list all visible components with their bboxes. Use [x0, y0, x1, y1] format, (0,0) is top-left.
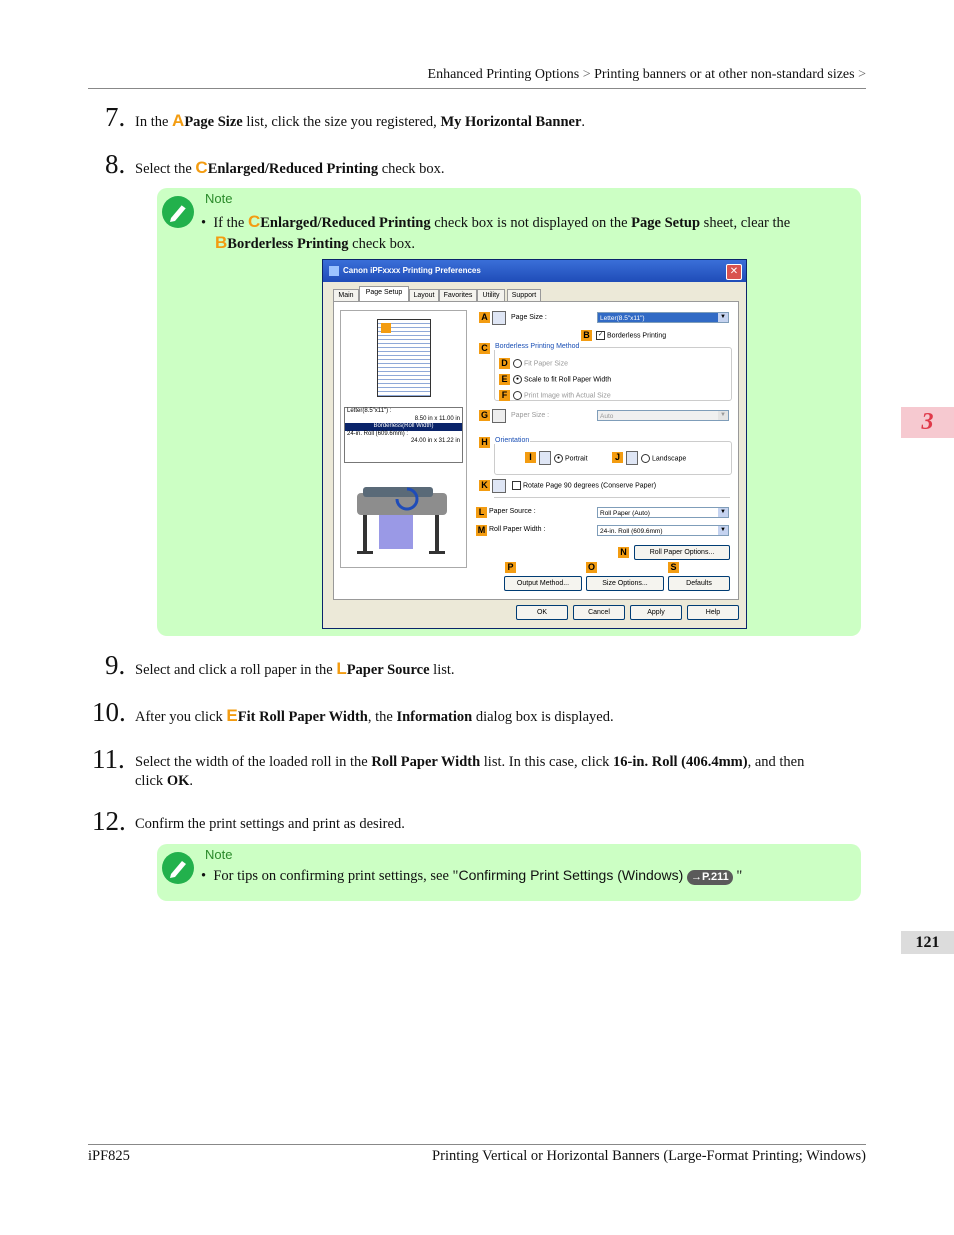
orientation-title: Orientation: [495, 437, 530, 444]
actual-size-radio[interactable]: Print Image with Actual Size: [513, 391, 611, 400]
key-label: A: [172, 111, 185, 130]
roll-paper-options-button[interactable]: Roll Paper Options...: [634, 545, 730, 560]
page-size-select[interactable]: Letter(8.5"x11") ▼: [597, 312, 729, 323]
size-options-button[interactable]: Size Options...: [586, 576, 664, 591]
cancel-button[interactable]: Cancel: [573, 605, 625, 620]
rotate-page-checkbox[interactable]: Rotate Page 90 degrees (Conserve Paper): [512, 481, 656, 490]
note-label: Note: [205, 191, 233, 206]
breadcrumb-item[interactable]: Enhanced Printing Options: [427, 67, 580, 82]
output-method-button[interactable]: Output Method...: [504, 576, 582, 591]
tab-page-setup[interactable]: Page Setup: [359, 286, 409, 301]
landscape-icon: [626, 451, 638, 465]
confirming-settings-link[interactable]: Confirming Print Settings (Windows): [458, 867, 684, 883]
chevron-down-icon: ▼: [718, 526, 728, 535]
page-size-label: Page Size :: [511, 314, 547, 321]
preview-area: [340, 310, 467, 568]
note-pencil-icon: [162, 196, 194, 228]
step-text: Select the width of the loaded roll in the Roll Paper Width list. In this case, click 16-in. Roll (406.4mm), and then click OK.: [135, 754, 805, 789]
help-button[interactable]: Help: [687, 605, 739, 620]
label-g: G: [480, 410, 488, 420]
label-m: M: [477, 525, 486, 535]
apply-button[interactable]: Apply: [630, 605, 682, 620]
paper-source-label: Paper Source :: [489, 508, 536, 515]
step-text: Confirm the print settings and print as desired.: [135, 816, 405, 832]
paper-info-box: Letter(8.5"x11") : 8.50 in x 11.00 in Borderless(Roll Width) 24-in. Roll (609.6mm) : 24.00 in x 31.22 in: [344, 407, 463, 463]
footer-model: iPF825: [88, 1148, 130, 1164]
portrait-icon: [539, 451, 551, 465]
note-label: Note: [205, 847, 233, 862]
ok-button[interactable]: OK: [516, 605, 568, 620]
label-f: F: [499, 390, 510, 401]
page-setup-panel: [333, 301, 739, 600]
label-p: P: [505, 562, 516, 573]
key-label: L: [336, 659, 347, 678]
chapter-tab[interactable]: 3: [901, 407, 954, 438]
step-number: 10.: [92, 697, 126, 727]
key-label: C: [195, 158, 208, 177]
label-h: H: [479, 437, 490, 448]
label-l: L: [476, 507, 487, 518]
label-j: J: [612, 452, 623, 463]
paper-source-select[interactable]: Roll Paper (Auto) ▼: [597, 507, 729, 518]
printing-preferences-dialog: [322, 259, 747, 629]
paper-size-label: Paper Size :: [511, 412, 550, 419]
breadcrumb-separator: >: [858, 67, 866, 82]
note-box: [157, 844, 861, 901]
note-pencil-icon: [162, 852, 194, 884]
step-text: Select and click a roll paper in the LPaper Source list.: [135, 659, 455, 678]
breadcrumb-item[interactable]: Printing banners or at other non-standard sizes: [594, 67, 855, 82]
roll-width-select[interactable]: 24-in. Roll (609.6mm) ▼: [597, 525, 729, 536]
page-number: 121: [901, 931, 954, 954]
key-label: B: [215, 233, 228, 252]
footer: [88, 1144, 866, 1167]
divider: [494, 497, 730, 498]
printer-illustration: [349, 471, 459, 559]
key-label: C: [247, 212, 261, 231]
defaults-button[interactable]: Defaults: [668, 576, 730, 591]
tab-layout[interactable]: Layout: [409, 289, 439, 301]
label-s: S: [668, 562, 679, 573]
step-number: 8.: [105, 149, 126, 179]
page-reference-link[interactable]: →P.211: [687, 870, 733, 885]
key-label: E: [226, 706, 238, 725]
label-n: N: [618, 547, 629, 558]
note-text: • If the CEnlarged/Reduced Printing check box is not displayed on the Page Setup sheet, clear the BBorderless Printing check box.: [201, 212, 791, 252]
page-size-icon: [492, 311, 506, 325]
footer-section-title: Printing Vertical or Horizontal Banners (Large-Format Printing; Windows): [432, 1148, 866, 1164]
close-icon[interactable]: ✕: [726, 264, 742, 280]
page-preview-image: [377, 319, 431, 397]
step-number: 11.: [92, 744, 125, 774]
fit-paper-size-radio[interactable]: Fit Paper Size: [513, 359, 568, 368]
tab-support[interactable]: Support: [507, 289, 541, 301]
tab-main[interactable]: Main: [333, 289, 359, 301]
label-c: C: [479, 343, 490, 354]
paper-size-select[interactable]: Auto ▼: [597, 410, 729, 421]
tab-favorites[interactable]: Favorites: [439, 289, 477, 301]
landscape-radio[interactable]: Landscape: [641, 454, 686, 463]
chevron-down-icon: ▼: [718, 313, 728, 322]
borderless-checkbox[interactable]: ✓ Borderless Printing: [597, 332, 667, 340]
label-k: K: [479, 480, 490, 491]
breadcrumb-separator: >: [582, 67, 591, 82]
label-b: B: [581, 330, 592, 341]
chevron-down-icon: ▼: [718, 508, 728, 517]
label-d: D: [499, 358, 510, 369]
chevron-down-icon: ▼: [718, 411, 728, 420]
printer-icon: [329, 266, 339, 276]
note-text: • For tips on confirming print settings, see "Confirming Print Settings (Windows) →P.211 ": [201, 867, 743, 884]
rotate-page-icon: [492, 479, 506, 493]
label-e: E: [499, 374, 510, 385]
roll-width-label: Roll Paper Width :: [489, 526, 546, 533]
tab-utility[interactable]: Utility: [477, 289, 505, 301]
step-text: In the APage Size list, click the size you registered, My Horizontal Banner.: [135, 111, 586, 130]
dialog-title-bar: [323, 260, 746, 282]
dialog-title: Canon iPFxxxx Printing Preferences: [343, 266, 481, 275]
paper-size-icon: [492, 409, 506, 423]
breadcrumb: [88, 62, 866, 89]
step-text: After you click EFit Roll Paper Width, the Information dialog box is displayed.: [135, 706, 614, 725]
label-o: O: [587, 562, 595, 572]
label-a: A: [479, 312, 490, 323]
step-number: 12.: [92, 806, 126, 836]
step-number: 7.: [105, 102, 126, 132]
borderless-method-title: Borderless Printing Method: [495, 343, 580, 350]
step-text: Select the CEnlarged/Reduced Printing check box.: [135, 158, 445, 177]
label-i: I: [525, 452, 536, 463]
portrait-radio[interactable]: ● Portrait: [554, 454, 588, 463]
step-number: 9.: [105, 650, 126, 680]
scale-roll-width-radio[interactable]: ● Scale to fit Roll Paper Width: [513, 375, 611, 384]
